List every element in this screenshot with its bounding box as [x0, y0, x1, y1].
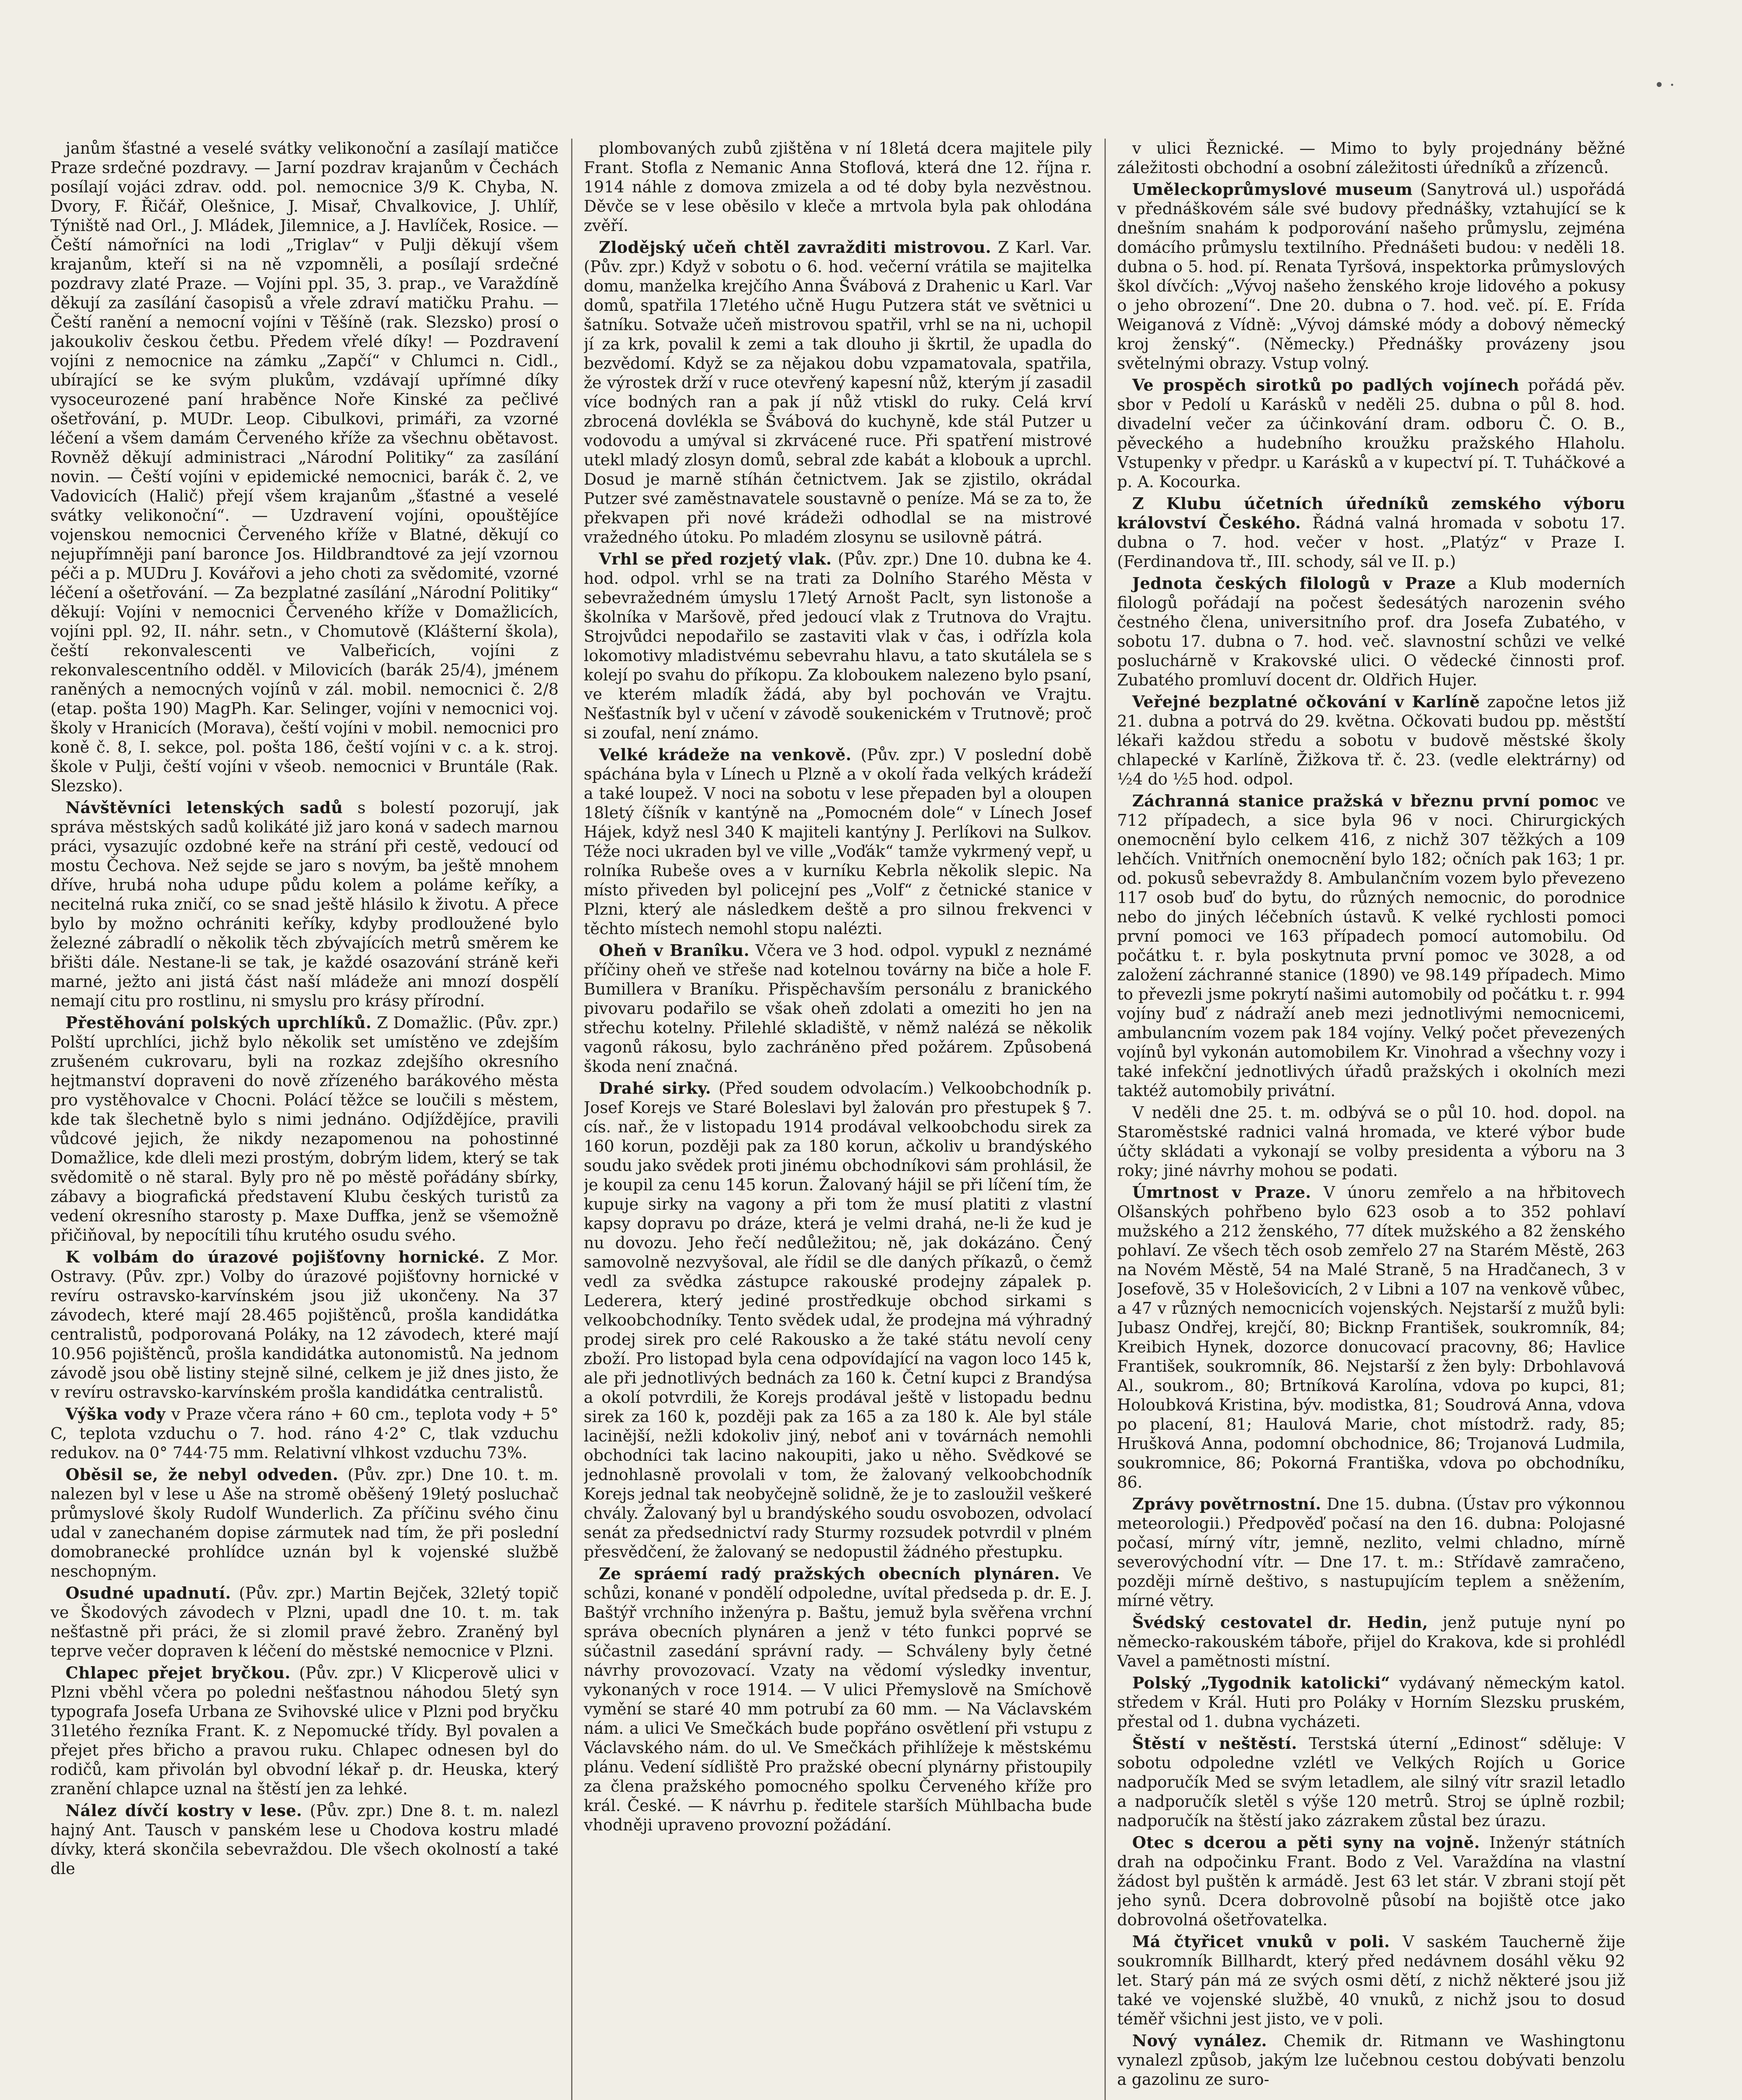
- article-paragraph: [584, 139, 1092, 235]
- article-lead: Polský „Tygodnik katolicki“: [1132, 1673, 1390, 1692]
- article-lead: Uměleckoprůmyslové museum: [1132, 180, 1413, 199]
- article-lead: Zprávy povětrnostní.: [1132, 1494, 1322, 1513]
- article-lead: Ve prospěch sirotků po padlých vojínech: [1132, 375, 1519, 394]
- column-middle: [584, 139, 1092, 2100]
- article-paragraph: [50, 1801, 559, 1878]
- article-text: (Pův. zpr.) Dne 10. t. m. nalezen byl v lese u Aše na stromě oběšený 19letý posluchač průmyslové školy Rudolf Wunderlich. Za příčinu svého činu udal v zanechaném dopise zármutek nad tím, že při poslední domobranecké prohlídce uznán byl k vojenské službě neschopným.: [50, 1465, 559, 1580]
- article-lead: Z Klubu účetních úředníků zemského výboru království Českého.: [1117, 494, 1625, 532]
- article-paragraph: [1117, 1673, 1625, 1731]
- article-lead: K volbám do úrazové pojišťovny hornické.: [66, 1247, 485, 1266]
- article-lead: Veřejné bezplatné očkování v Karlíně: [1132, 692, 1480, 711]
- article-text: (Pův. zpr.) Dne 10. dubna ke 4. hod. odpol. vrhl se na trati za Dolního Starého Města v sebevražedném úmyslu 17letý Arnošt Paclt, syn listonoše a školníka v Maršově, před jedoucí vlak z Trutnova do Vrajtu. Strojvůdci nepodařilo se zastaviti vlak v čas, i odřízla kola lokomotivy mladistvému sebevrahu hlavu, a tato skutálela se s kolejí po svahu do příkopu. Za kloboukem nalezeno bylo psaní, ve kterém mladík žádá, aby byl pochován ve Vrajtu. Nešťastník byl v učení v závodě soukenickém v Trutnově; proč si zoufal, není známo.: [584, 550, 1092, 742]
- article-paragraph: [1117, 375, 1625, 491]
- article-lead: Jednota českých filologů v Praze: [1132, 574, 1456, 593]
- article-paragraph: [584, 549, 1092, 743]
- article-lead: Zlodějský učeň chtěl zavražditi mistrovou.: [599, 238, 992, 257]
- article-text: v Praze včera ráno + 60 cm., teplota vody + 5° C, teplota vzduchu o 7. hod. ráno 4·2° C, tlak vzduchu redukov. na 0° 744·75 mm. Relativní vlhkost vzduchu 73%.: [50, 1405, 559, 1462]
- article-paragraph: [1117, 1613, 1625, 1671]
- article-paragraph: [50, 1663, 559, 1798]
- corner-mark: • ·: [1654, 76, 1675, 95]
- article-paragraph: [50, 1583, 559, 1661]
- article-paragraph: [1117, 692, 1625, 789]
- article-lead: Ze spráemí radý pražských obecních plynáren.: [599, 1564, 1060, 1583]
- article-paragraph: [584, 1564, 1092, 1835]
- article-paragraph: [584, 941, 1092, 1076]
- article-lead: Má čtyřicet vnuků v poli.: [1132, 1932, 1390, 1951]
- article-text: plombovaných zubů zjištěna v ní 18letá dcera majitele pily Frant. Stofla z Nemanic Anna Stoflová, která dne 12. října r. 1914 náhle z domova zmizela a od té doby byla nezvěstnou. Děvče se v lese oběsilo v kleče a mrtvola byla pak ohlodána zvěří.: [584, 139, 1092, 235]
- article-paragraph: [584, 238, 1092, 547]
- article-text: Ve schůzi, konané v pondělí odpoledne, uvítal předseda p. dr. E. J. Baštýř vrchního inženýra p. Baštu, jemuž byla svěřena vrchní správa obecních plynáren a jenž v této funkci poprvé se súčastnil zasedání správní rady. — Schváleny byly četné návrhy provozovací. Vzaty na vědomí výsledky inventur, vykonaných v roce 1914. — V ulici Přemyslově na Smíchově vymění se staré 40 mm potrubí za 60 mm. — Na Václavském nám. a ulici Ve Smečkách bude popřáno osvětlení při vstupu z Václavského nám. do ul. Ve Smečkách přihlížeje k městskému plánu. Vedení sídliště Pro pražské obecní plynárny přistoupily za člena pražského pomocného spolku Červeného kříže pro král. České. — K návrhu p. ředitele starších Mühlbacha bude vhodněji upraveno provozní požádání.: [584, 1564, 1092, 1834]
- article-text: (Pův. zpr.) V Klicperově ulici v Plzni vběhl včera po poledni nešťastnou náhodou 5letý syn typografa Josefa Urbana ze Svihovské ulice v Plzni pod bryčku 31letého řezníka Frant. K. z Nepomucké třídy. Byl povalen a přejet přes břicho a pravou ruku. Chlapec odnesen byl do rodičů, kam přivolán byl obvodní lékař p. dr. Heuska, který zranění chlapce uznal na štěstí jen za lehké.: [50, 1664, 559, 1798]
- article-paragraph: [1117, 1494, 1625, 1610]
- article-paragraph: [1117, 180, 1625, 373]
- article-paragraph: [1117, 791, 1625, 1100]
- article-paragraph: [1117, 1103, 1625, 1180]
- article-lead: Otec s dcerou a pěti syny na vojně.: [1132, 1833, 1480, 1852]
- article-lead: Nález dívčí kostry v lese.: [66, 1801, 302, 1820]
- article-text: (Sanytrová ul.) uspořádá v přednáškovém sále své budovy přednášky, vztahující se k dnešním snahám k podporování našeho průmyslu, zejména domácího průmyslu textilního. Přednášeti budou: v neděli 18. dubna o 5. hod. pí. Renata Tyršová, inspektorka průmyslových škol dívčích: „Vývoj našeho ženského kroje lidového a pokusy o jeho obrození“. Dne 20. dubna o 7. hod. več. pí. E. Frída Weiganová z Vídně: „Vývoj dámské módy a dobový německý kroj ženský“. (Německy.) Přednášky provázeny jsou světelnými obrazy. Vstup volný.: [1117, 180, 1625, 373]
- article-text: Z Domažlic. (Pův. zpr.) Polští uprchlíci, jichž bylo několik set umístěno ve zdejším zrušeném cukrovaru, byli na rozkaz zdejšího okresního hejtmanství dopraveni do nově zřízeného barákového města pro vystěhovalce v Chocni. Polácí těžce se loučili s městem, kde tak šlechetně bylo s nimi jednáno. Odjíždějíce, pravili vůdcové jejich, že nikdy nezapomenou na pohostinné Domažlice, kde dleli mezi prostým, dobrým lidem, který se tak svědomitě o ně staral. Byly pro ně po městě pořádány sbírky, zábavy a biografická představení Klubu českých turistů za vedení okresního starosty p. Maxe Duffka, jenž se všemožně přičiňoval, by nepocítili tíhu krutého osudu svého.: [50, 1013, 559, 1244]
- article-text: janům šťastné a veselé svátky velikonoční a zasílají matičce Praze srdečné pozdravy. — Jarní pozdrav krajanům v Čechách posílají vojáci zdrav. odd. pol. nemocnice 3/9 K. Chyba, N. Dvory, F. Řičář, Olešnice, J. Misař, Chvalkovice, J. Uhlíř, Týniště nad Orl., J. Mládek, Jilemnice, a J. Havlíček, Rosice. — Čeští námořníci na lodi „Triglav“ v Pulji děkují všem krajanům, kteří si na ně vzpomněli, a posílají srdečné pozdravy zlaté Praze. — Vojíni ppl. 35, 3. prap., ve Varaždíně děkují za zasílání časopisů a vřele zdraví matičku Prahu. — Čeští ranění a nemocní vojíni v Těšíně (rak. Slezsko) prosí o jakoukoliv českou četbu. Předem vřelé díky! — Pozdravení vojíni z nemocnice na zámku „Zapčí“ v Chlumci n. Cidl., ubírající se ke svým plukům, vzdávají upřímné díky vysoceurozené paní hraběnce Noře Kinské za pečlivé ošetřování, p. MUDr. Leop. Cibulkovi, primáři, za vzorné léčení a všem damám Červeného kříže za všechnu obětavost. Rovněž děkují administraci „Národní Politiky“ za zasílání novin. — Čeští vojíni v epidemické nemocnici, barák č. 2, ve Vadovicích (Halič) přejí všem krajanům „šťastné a veselé svátky velikonoční“. — Uzdravení vojíni, opouštějíce vojenskou nemocnici Červeného kříže v Blatné, děkují co nejupřímněji paní baronce Jos. Hildbrandtové za její vzornou péči a p. MUDru J. Kovářovi a jeho choti za svědomité, vzorné léčení a ošetřování. — Za bezplatné zasílání „Národní Politiky“ děkují: Vojíni v nemocnici Červeného kříže v Domažlicích, vojíni ppl. 92, II. náhr. setn., v Chomutově (Klášterní škola), čeští rekonvalescenti ve Valbeřicích, vojíni z rekonvalescentního odděl. v Milovicích (barák 25/4), jménem raněných a nemocných vojínů v zál. mobil. nemocnici č. 2/8 (etap. pošta 190) MagPh. Kar. Selinger, vojíni v nemocnici voj. školy v Hranicích (Morava), čeští vojíni v mobil. nemocnici pro koně č. 8, I. sekce, pol. pošta 186, čeští vojíni v c. a k. stroj. škole v Pulji, čeští vojíni v všeob. nemocnici v Bruntále (Rak. Slezsko).: [50, 139, 559, 795]
- article-paragraph: [1117, 494, 1625, 571]
- article-lead: Výška vody: [66, 1404, 166, 1423]
- article-paragraph: [1117, 2031, 1625, 2089]
- article-paragraph: [50, 1404, 559, 1462]
- article-paragraph: [50, 1465, 559, 1581]
- article-text: (Pův. zpr.) Martin Bejček, 32letý topič ve Škodových závodech v Plzni, upadl dne 10. t. m. tak nešťastně při práci, že si zlomil pravé žebro. Zraněný byl teprve večer dopraven k léčení do městské nemocnice v Plzni.: [50, 1584, 559, 1660]
- article-text: V saském Taucherně žije soukromník Billhardt, který před nedávnem dosáhl věku 92 let. Starý pán má ze svých osmi dětí, z nichž některé jsou již také ve vojenské službě, 40 vnuků, z nichž jsou to dosud téměř všichni jest jisto, ve v poli.: [1117, 1932, 1625, 2028]
- article-text: ve 712 případech, a sice byla 96 v noci. Chirurgických onemocnění bylo celkem 416, z nichž 307 těžkých a 109 lehčích. Vnitřních onemocnění bylo 182; očních pak 163; 1 pr. od. pokusů sebevraždy 8. Ambulančním vozem bylo převezeno 117 osob buď do bytu, do různých nemocnic, do porodnice nebo do jiných léčebních ústavů. K velké rychlosti pomoci první pomoci ve 163 případech pomocí automobilu. Od počátku t. r. byla poskytnuta první pomoc ve 3028, a od založení záchranné stanice (1890) ve 98.149 případech. Mimo to převezli jsme pokrytí našimi automobily od počátku t. r. 994 vojíny buď z nádraží aneb mezi jednotlivými nemocnicemi, ambulancním vozem pak 184 vojíny. Velký počet převezených vojínů byl vykonán automobilem Kr. Vinohrad a všechny vozy i také infekční jednotlivých úřadů pražských i okolních mezi taktéž automobily privátní.: [1117, 792, 1625, 1100]
- article-text: Z Karl. Var. (Pův. zpr.) Když v sobotu o 6. hod. večerní vrátila se majitelka domu, manželka krejčího Anna Švábová z Drahenic u Karl. Var domů, spatřila 17letého učně Hugu Putzera stát ve světnici u šatníku. Sotvaže učeň mistrovou spatřil, vrhl se na ni, uchopil jí za krk, povalil k zemi a tak dlouho ji škrtil, že upadla do bezvědomí. Když se za nějakou dobu vzpamatovala, spatřila, že výrostek drží v ruce otevřený kapesní nůž, kterým jí zasadil více bodných ran a pak jí nůž vtiskl do ruky. Celá krví zbrocená dovlékla se Švábová do kuchyně, kde stál Putzer u vodovodu a umýval si zkrvácené ruce. Při spatření mistrové utekl mladý zlosyn domů, sebral zde kabát a klobouk a uprchl. Dosud je marně stíhán četnictvem. Jak se zjistilo, okrádal Putzer své zaměstnavatele soustavně o peníze. Má se za to, že překvapen při nové krádeži odhodlal se na mistrové vražedného útoku. Po mladém zlosynu se usilovně pátrá.: [584, 238, 1092, 546]
- article-text: započne letos již 21. dubna a potrvá do 29. května. Očkovati budou pp. městští lékaři každou středu a sobotu v budově městské školy chlapecké v Karlíně, Žižkova tř. č. 23. (vedle elektrárny) od ½4 do ½5 hod. odpol.: [1117, 693, 1625, 788]
- article-text: (Před soudem odvolacím.) Velkoobchodník p. Josef Korejs ve Staré Boleslavi byl žalován pro přestupek § 7. cís. nař., že v listopadu 1914 prodával velkoobchodu sirek za 160 korun, později pak za 180 korun, ačkoliv u brandýského soudu jako svědek proti jinému obchodníkovi sám prohlásil, že je koupil za cenu 145 korun. Žalovaný hájil se při líčení tím, že kupuje sirky na vagony a při tom že musí platiti z vlastní kapsy dopravu po dráze, která je velmi drahá, ne-li že kud je nu dovozu. Jeho řečí nedůležitou; ně, jak dokázáno. Čený samovolně nezvyšoval, ale řídil se dle daných příkazů, o čemž vedl za svědka zástupce rakouské prodejny zápalek p. Lederera, který jediné prostředkuje obchod sirkami s velkoobchodníky. Tento svědek udal, že prodejna má výhradný prodej sirek pro celé Rakousko a že také státu nevolí ceny zboží. Pro listopad byla cena odpovídající na vagon loco 145 k, ale při jednotlivých bednách za 160 k. Četní kupci z Brandýsa a okolí potvrdili, že Korejs prodával ještě v listopadu bednu sirek za 160 k, později pak za 165 a za 180 k. Ale byl stále lacinější, nežli kdokoliv jiný, neboť ani v továrnách nemohli obchodníci tak lacino nakoupiti, jako u něho. Svědkové se jednohlasně provolali v tom, že žalovaný velkoobchodník Korejs jednal tak neobyčejně solidně, že je to zasloužil veškeré chvály. Žalovaný byl u brandýského soudu osvobozen, odvolací senát za předsednictví rady Sturmy rozsudek potvrdil v plném přesvědčení, že žalovaný se nedopustil žádného přestupku.: [584, 1079, 1092, 1561]
- article-lead: Oběsil se, že nebyl odveden.: [66, 1465, 338, 1484]
- article-text: V neděli dne 25. t. m. odbývá se o půl 10. hod. dopol. na Staroměstské radnici valná hromada, ve které výbor bude účty skládati a vykonají se volby presidenta a výboru na 3 roky; jiné návrhy mohou se podati.: [1117, 1103, 1625, 1180]
- article-text: s bolestí pozorují, jak správa městských sadů kolikáté již jaro koná v sadech marnou práci, vysazujíc ozdobné keře na strání při cestě, vedoucí od mostu Čechova. Než sejde se jaro s novým, ba ještě mnohem dříve, hrubá noha udupe půdu kolem a poláme keříky, a necitelná ruka zničí, co se snad ještě hlásilo k životu. A přece bylo by možno ochrániti keříky, kdyby prodloužené bylo železné zábradlí o několik těch zbývajících metrů směrem ke břišti dále. Nestane-li se tak, je každé osazování stráně keři marné, ježto ani jistá část naší mládeže ani mnozí dospělí nemají citu pro rostlinu, ni smyslu pro krásy přírodní.: [50, 798, 559, 1010]
- article-text: Terstská úterní „Edinost“ sděluje: V sobotu odpoledne vzlétl ve Velkých Rojích u Gorice nadporučík Med se svým letadlem, ale silný vítr srazil letadlo a nadporučík sletěl s výše 120 metrů. Stroj se úplně rozbil; nadporučík na štěstí jako zázrakem zůstal bez úrazu.: [1117, 1734, 1625, 1830]
- article-paragraph: [50, 1247, 559, 1402]
- column-left: [50, 139, 559, 2100]
- column-divider: [1104, 139, 1106, 2100]
- article-paragraph: [1117, 1734, 1625, 1830]
- column-right: [1117, 139, 1625, 2100]
- article-lead: Velké krádeže na venkově.: [599, 745, 852, 764]
- article-lead: Návštěvníci letenských sadů: [66, 798, 343, 817]
- article-paragraph: [1117, 139, 1625, 177]
- article-text: v ulici Řeznické. — Mimo to byly projednány běžné záležitosti obchodní a osobní záležitosti úředníků a zřízenců.: [1117, 139, 1625, 177]
- article-text: Inženýr státních drah na odpočinku Frant. Bodo z Vel. Varaždína na vlastní žádost byl puštěn k armádě. Jest 63 let stár. V zbrani stojí pět jeho synů. Dcera dobrovolně působí na bojiště otce jako dobrovolná ošetřovatelka.: [1117, 1833, 1625, 1929]
- article-paragraph: [584, 1079, 1092, 1562]
- article-lead: Přestěhování polských uprchlíků.: [66, 1013, 372, 1032]
- article-paragraph: [1117, 574, 1625, 690]
- article-text: vydávaný německým katol. středem v Král. Huti pro Poláky v Horním Slezsku pruském, přestal od 1. dubna vycházeti.: [1117, 1674, 1625, 1731]
- article-lead: Úmrtnost v Praze.: [1132, 1183, 1312, 1202]
- article-lead: Drahé sirky.: [599, 1079, 711, 1097]
- article-text: Řádná valná hromada v sobotu 17. dubna o 7. hod. večer v host. „Platýz“ v Praze I. (Ferdinandova tř., III. schody, sál ve II. p.): [1117, 514, 1625, 571]
- article-lead: Švédský cestovatel dr. Hedin,: [1132, 1613, 1428, 1632]
- article-text: (Pův. zpr.) V poslední době spáchána byla v Línech u Plzně a v okolí řada velkých krádeží a také loupež. V noci na sobotu v lese přepaden byl a oloupen 18letý číšník v kantýně na „Pomocném dole“ v Línech Josef Hájek, když nesl 340 K majiteli kantýny J. Perlíkovi na Sulkov. Téže noci ukraden byl ve ville „Voďák“ tamže vykrmený vepř, u rolníka Rubeše oves a v kurníku Kebrla několik slepic. Na místo přiveden byl policejní pes „Volf“ z četnické stanice v Plzni, který ale následkem deště a pro silnou frekvenci v těchto místech nemohl stopu nalézti.: [584, 746, 1092, 938]
- article-paragraph: [1117, 1833, 1625, 1929]
- article-lead: Osudné upadnutí.: [66, 1583, 231, 1602]
- article-text: a Klub moderních filologů pořádají na počest šedesátých narozenin svého čestného člena, universitního prof. dra Josefa Zubatého, v sobotu 17. dubna o 7. hod. več. slavnostní schůzi ve velké posluchárně v Krakovské ulici. O vědecké činnosti prof. Zubatého promluví docent dr. Oldřich Hujer.: [1117, 574, 1625, 689]
- article-text: Z Mor. Ostravy. (Pův. zpr.) Volby do úrazové pojišťovny hornické v revíru ostravsko-karvínském jsou již ukončeny. Na 37 závodech, které mají 28.465 pojištěnců, prošla kandidátka centralistů, podporovaná Poláky, na 12 závodech, které mají 10.956 pojištěnců, prošla kandidátka autonomistů. Na jednom závodě jsou obě listiny stejně silné, celkem je již dnes jisto, že v revíru ostravsko-karvínském prošla kandidátka centralistů.: [50, 1248, 559, 1402]
- article-lead: Oheň v Branîku.: [599, 941, 750, 960]
- article-paragraph: [50, 139, 559, 795]
- article-lead: Nový vynález.: [1132, 2031, 1267, 2050]
- article-lead: Chlapec přejet bryčkou.: [66, 1663, 291, 1682]
- article-text: Včera ve 3 hod. odpol. vypukl z neznámé příčiny oheň ve střeše nad kotelnou továrny na biče a hole F. Bumillera v Braníku. Přispěchavším personálu z branického pivovaru podařilo se však oheň zdolati a omeziti ho jen na střechu kotelny. Přilehlé skladiště, v němž nalézá se několik vagonů rákosu, bylo zachráněno před požárem. Způsobená škoda není značná.: [584, 941, 1092, 1076]
- article-text: jenž putuje nyní po německo-rakouském táboře, přijel do Krakova, kde si prohlédl Vavel a pamětnosti místní.: [1117, 1613, 1625, 1670]
- article-paragraph: [584, 745, 1092, 938]
- article-paragraph: [50, 1013, 559, 1245]
- article-paragraph: [50, 798, 559, 1011]
- article-text: Dne 15. dubna. (Ústav pro výkonnou meteorologii.) Předpověď počasí na den 16. dubna: Polojasné počasí, mírný vítr, jemně, nezlito, velmi chladno, mírně severovýchodní vítr. — Dne 17. t. m.: Střídavě zamračeno, později mírně deštivo, s nastupujícím teplem a sněžením, mírné větry.: [1117, 1495, 1625, 1610]
- article-text: Chemik dr. Ritmann ve Washingtonu vynalezl způsob, jakým lze lučebnou cestou dobývati benzolu a gazolinu ze suro-: [1117, 2032, 1625, 2089]
- article-lead: Záchranná stanice pražská v březnu první pomoc: [1132, 791, 1599, 810]
- article-paragraph: [1117, 1183, 1625, 1492]
- article-lead: Vrhl se před rozjetý vlak.: [599, 549, 832, 568]
- article-paragraph: [1117, 1932, 1625, 2029]
- article-text: (Pův. zpr.) Dne 8. t. m. nalezl hajný Ant. Tausch v panském lese u Chodova kostru mladé dívky, která skončila sebevraždou. Dle všech okolností a také dle: [50, 1801, 559, 1878]
- article-text: pořádá pěv. sbor v Pedolí u Karásků v neděli 25. dubna o půl 8. hod. divadelní večer za účinkování dram. odboru Č. O. B., pěveckého a hudebního kroužku pražského Hlaholu. Vstupenky v předpr. u Karásků a v kupectví pí. T. Tuháčkové a p. A. Kocourka.: [1117, 376, 1625, 491]
- column-divider: [571, 139, 572, 2100]
- article-text: V únoru zemřelo a na hřbitovech Olšanských pohřbeno bylo 623 osob a to 352 pohlaví mužského a 212 ženského, 77 dítek mužského a 82 ženského pohlaví. Ze všech těch osob zemřelo 27 na Starém Městě, 263 na Novém Městě, 54 na Malé Straně, 5 na Hradčanech, 3 v Josefově, 35 v Holešovicích, 2 v Libni a 107 na venkově vůbec, a 47 v různých nemocnicích vojenských. Nejstarší z mužů byli: Jubasz Ondřej, krejčí, 80; Bicknp František, soukromník, 84; Kreibich Hynek, dozorce donucovací pracovny, 86; Havlice František, soukromník, 86. Nejstarší z žen byly: Drbohlavová Al., soukrom., 80; Brtníková Karolína, vdova po kupci, 81; Holoubková Kristina, býv. modistka, 81; Soudrová Anna, vdova po placení, 81; Haulová Marie, chot místodrž. rady, 85; Hrušková Anna, podomní obchodnice, 86; Trojanová Ludmila, soukromnice, 86; Pokorná Františka, vdova po obchodníku, 86.: [1117, 1183, 1625, 1491]
- article-lead: Štěstí v neštěstí.: [1132, 1734, 1297, 1753]
